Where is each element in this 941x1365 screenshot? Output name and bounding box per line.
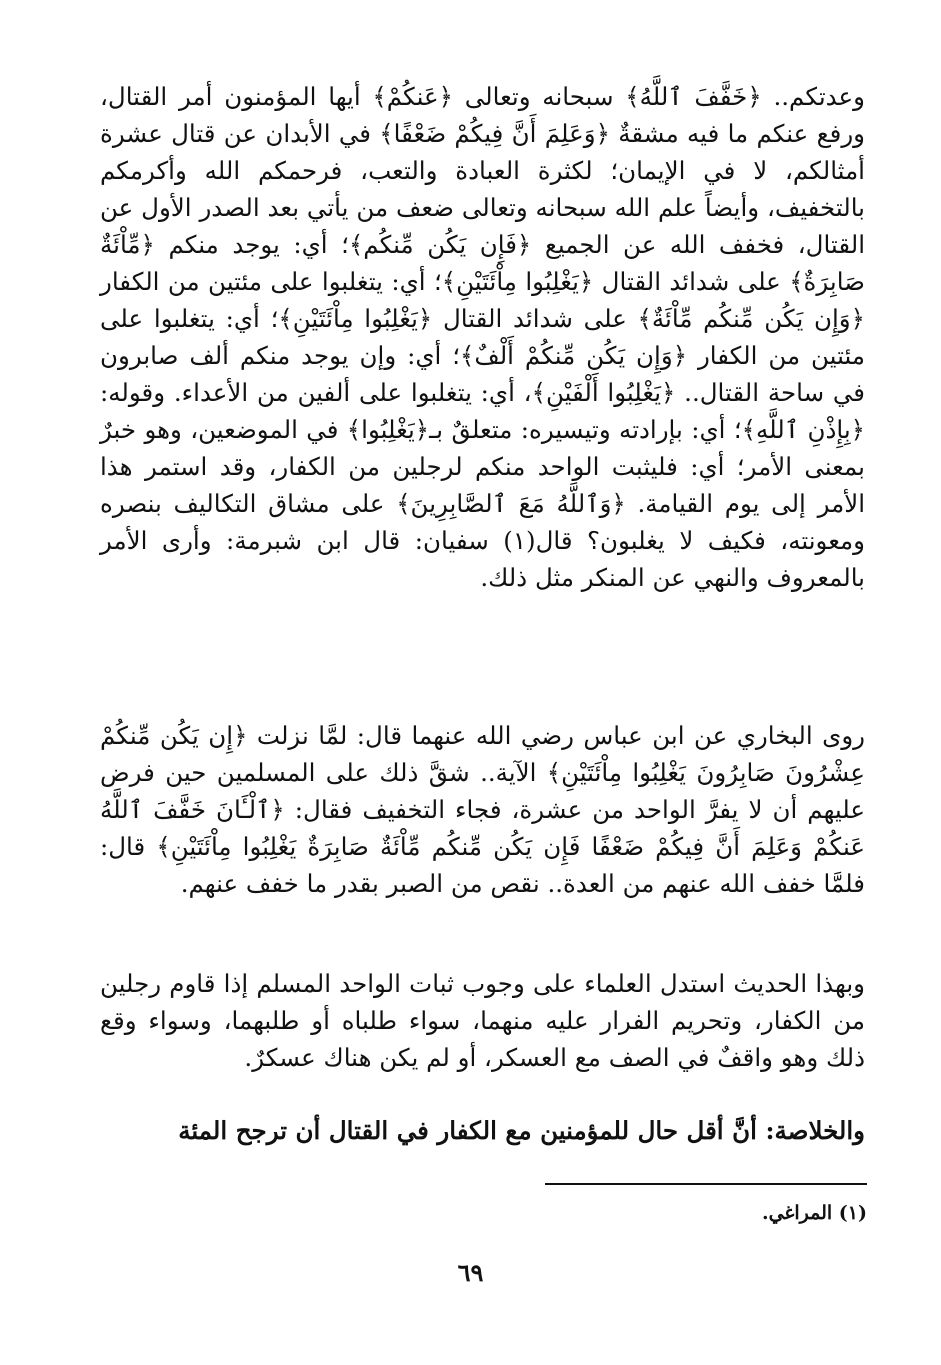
page-number: ٦٩: [457, 1258, 484, 1287]
footnote-separator-line: [545, 1183, 867, 1185]
paragraph-text: روى البخاري عن ابن عباس رضي الله عنهما قال: لمَّا نزلت ﴿إِن يَكُن مِّنكُمْ عِشْرُونَ صَابِرُونَ يَغْلِبُوا مِاْئَتَيْنِ﴾ الآية.. شقَّ ذلك على المسلمين حين فرض عليهم أن لا يفرَّ الواحد من عشرة، فجاء التخفيف فقال: ﴿ٱلْـَٔانَ خَفَّفَ ٱللَّهُ عَنكُمْ وَعَلِمَ أَنَّ فِيكُمْ ضَعْفًا فَإِن يَكُن مِّنكُم مِّاْئَةٌ صَابِرَةٌ يَغْلِبُوا مِاْئَتَيْنِ﴾ قال: فلمَّا خفف الله عنهم من العدة.. نقص من الصبر بقدر ما خفف عنهم.: [100, 721, 865, 898]
body-paragraph-2: [100, 717, 865, 902]
body-paragraph-4: [100, 1112, 865, 1149]
body-paragraph-1: [100, 78, 865, 596]
paragraph-text: والخلاصة: أنَّ أقل حال للمؤمنين مع الكفار في القتال أن ترجح المئة: [178, 1116, 865, 1145]
paragraph-text: وبهذا الحديث استدل العلماء على وجوب ثبات الواحد المسلم إذا قاوم رجلين من الكفار، وتحريم الفرار عليه منهما، سواء طلباه أو طلبهما، وسواء وقع ذلك وهو واقفٌ في الصف مع العسكر، أو لم يكن هناك عسكرٌ.: [100, 969, 865, 1072]
body-paragraph-3: [100, 965, 865, 1076]
paragraph-text: وعدتكم.. ﴿خَفَّفَ ٱللَّهُ﴾ سبحانه وتعالى ﴿عَنكُمْ﴾ أيها المؤمنون أمر القتال، ورفع عنكم ما فيه مشقةٌ ﴿وَعَلِمَ أَنَّ فِيكُمْ ضَعْفًا﴾ في الأبدان عن قتال عشرة أمثالكم، لا في الإيمان؛ لكثرة العبادة والتعب، فرحمكم الله وأكرمكم بالتخفيف، وأيضاً علم الله سبحانه وتعالى ضعف من يأتي بعد الصدر الأول عن القتال، فخفف الله عن الجميع ﴿فَإِن يَكُن مِّنكُم﴾؛ أي: يوجد منكم ﴿مِّاْئَةٌ صَابِرَةٌ﴾ على شدائد القتال ﴿يَغْلِبُوا مِاْئَتَيْنِ﴾؛ أي: يتغلبوا على مئتين من الكفار ﴿وَإِن يَكُن مِّنكُم مِّاْئَةٌ﴾ على شدائد القتال ﴿يَغْلِبُوا مِاْئَتَيْنِ﴾؛ أي: يتغلبوا على مئتين من الكفار ﴿وَإِن يَكُن مِّنكُمْ أَلْفٌ﴾؛ أي: وإن يوجد منكم ألف صابرون في ساحة القتال.. ﴿يَغْلِبُوا أَلْفَيْنِ﴾، أي: يتغلبوا على ألفين من الأعداء. وقوله: ﴿بِإِذْنِ ٱللَّهِ﴾؛ أي: بإرادته وتيسيره: متعلقٌ بـ﴿يَغْلِبُوا﴾ في الموضعين، وهو خبرٌ بمعنى الأمر؛ أي: فليثبت الواحد منكم لرجلين من الكفار، وقد استمر هذا الأمر إلى يوم القيامة. ﴿وَٱللَّهُ مَعَ ٱلصَّابِرِينَ﴾ على مشاق التكاليف بنصره ومعونته، فكيف لا يغلبون؟ قال(١) سفيان: قال ابن شبرمة: وأرى الأمر بالمعروف والنهي عن المنكر مثل ذلك.: [100, 82, 865, 592]
footnote: (١) المراغي.: [761, 1202, 867, 1224]
